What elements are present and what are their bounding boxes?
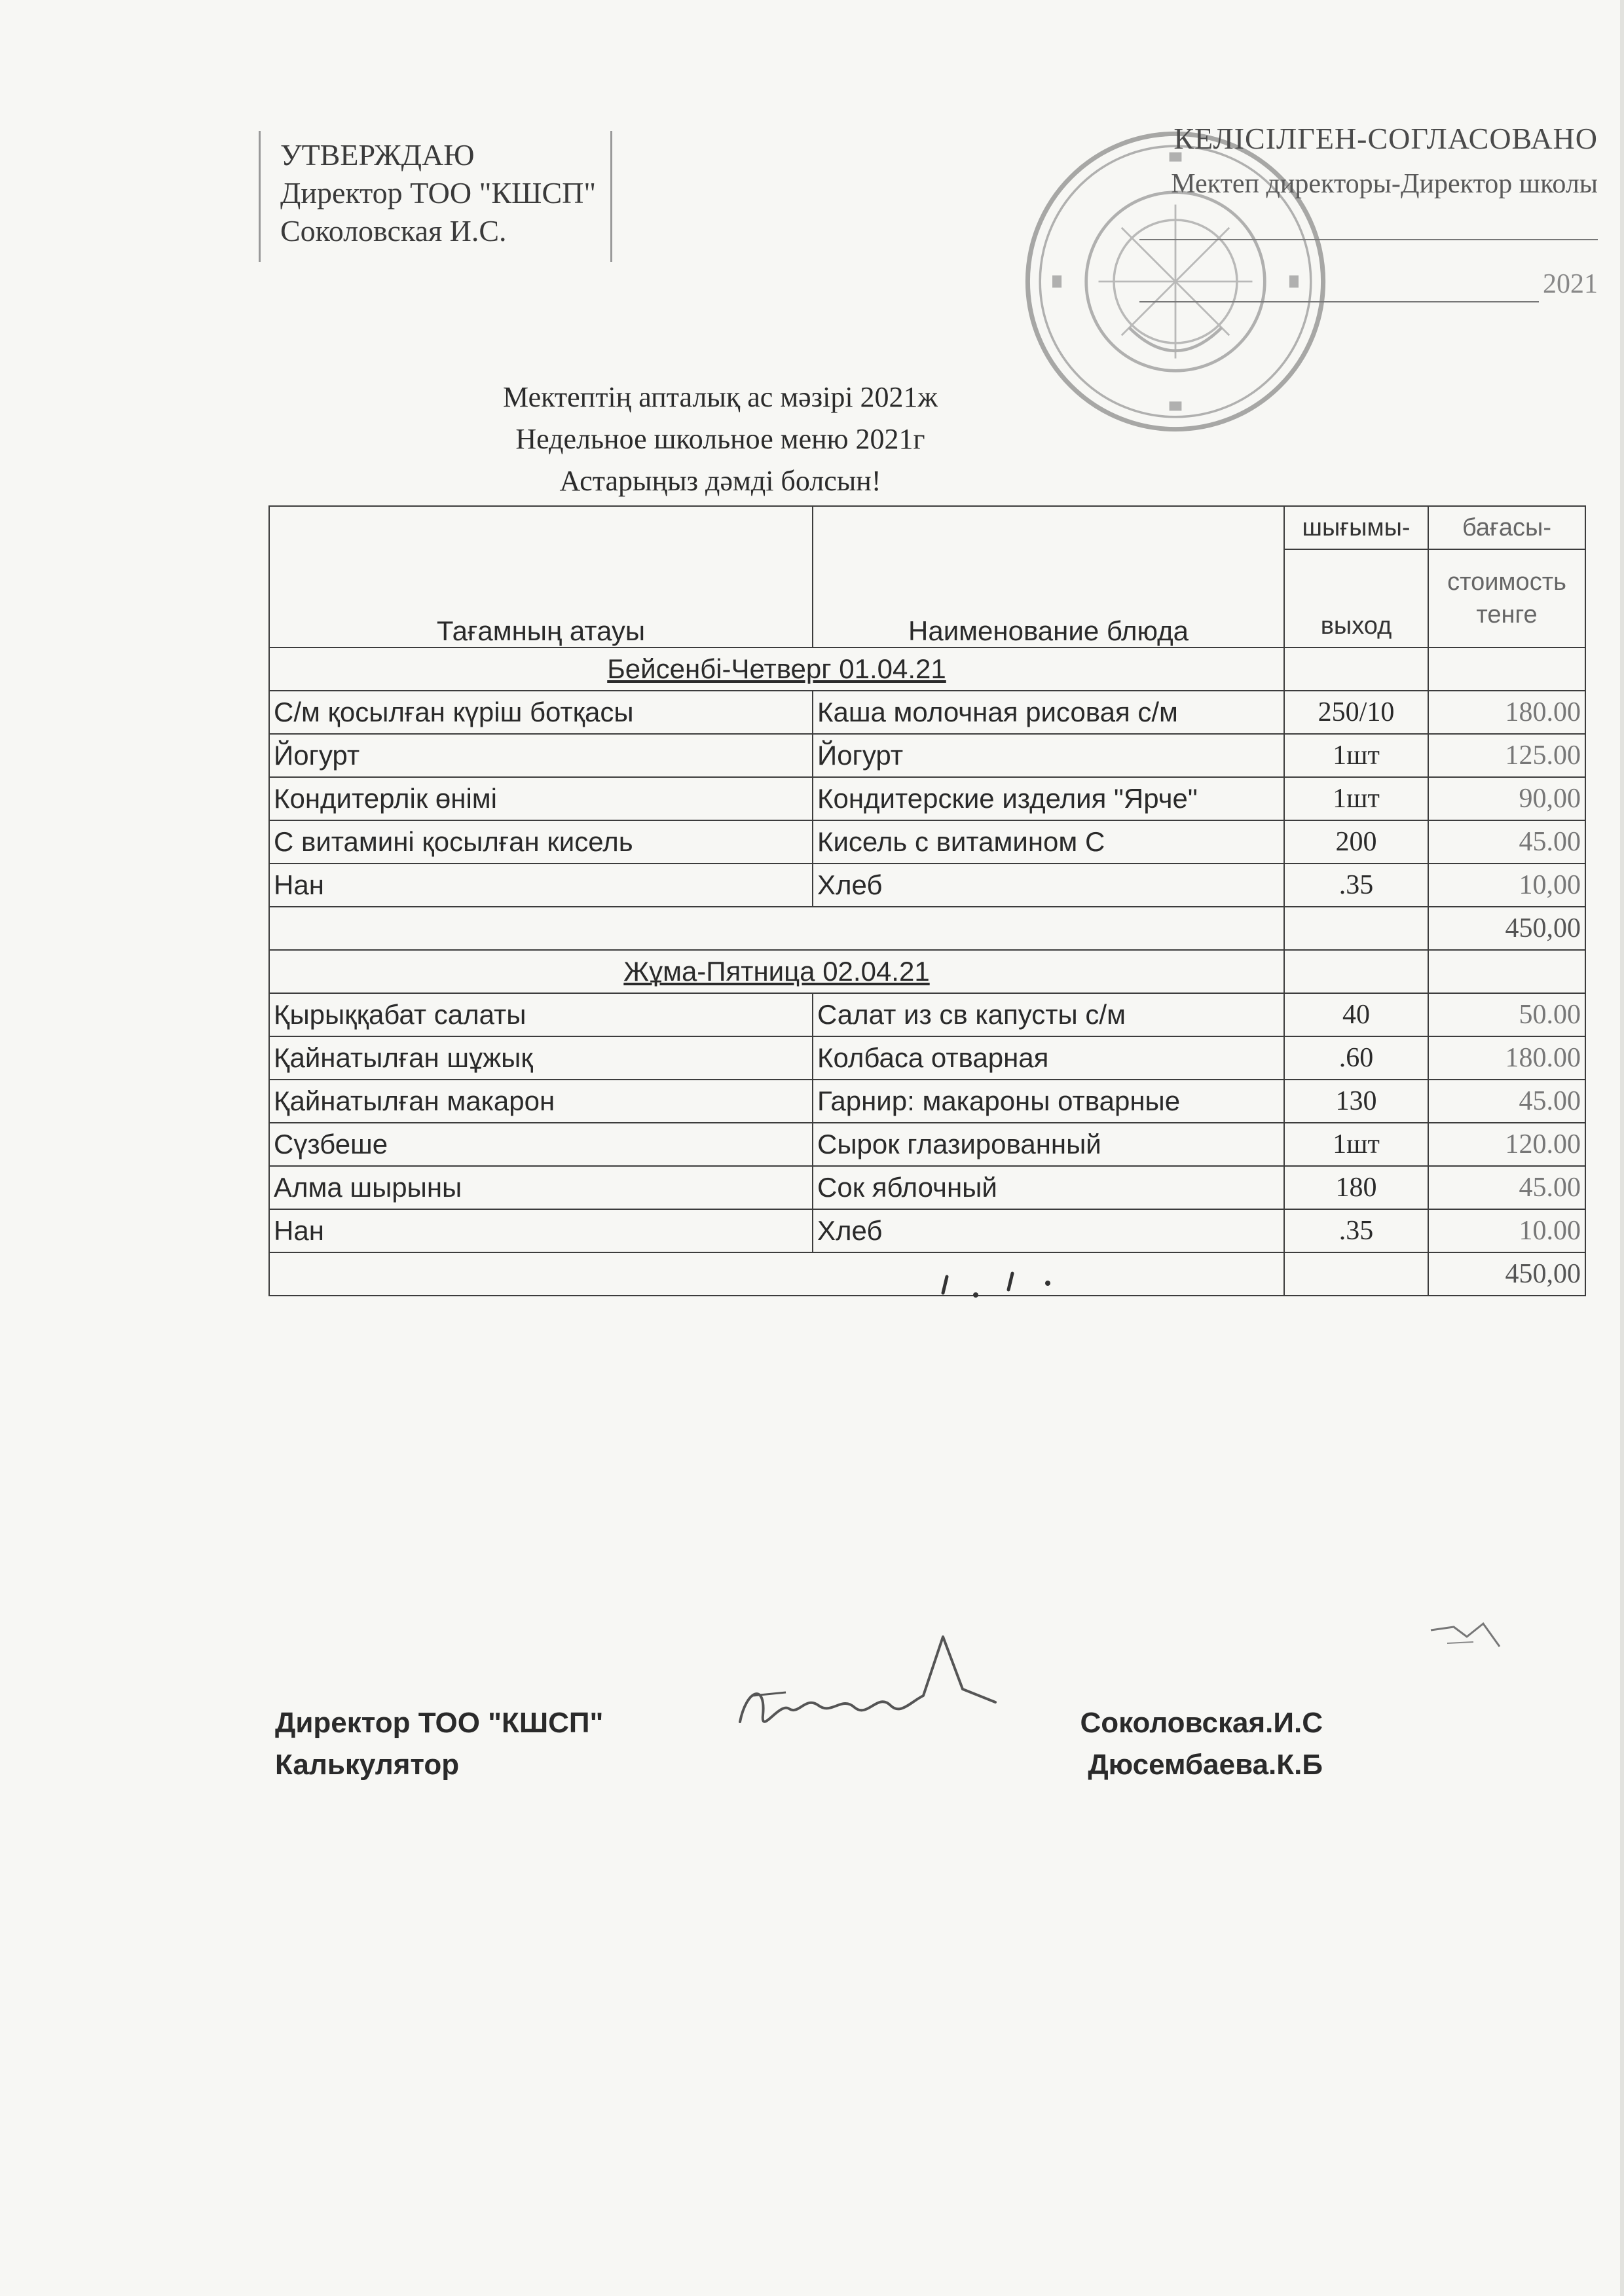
menu-titles — [0, 376, 1624, 502]
dish-price: 90,00 — [1428, 777, 1585, 820]
total-row — [269, 907, 1585, 950]
empty-cell — [269, 907, 1284, 950]
day-title: Бейсенбі-Четверг 01.04.21 — [269, 647, 1284, 691]
day-total: 450,00 — [1428, 1252, 1585, 1296]
empty-cell — [1284, 1252, 1428, 1296]
dish-name-kz: Қырыққабат салаты — [269, 993, 813, 1036]
agreed-role: Мектеп директоры-Директор школы — [1171, 169, 1598, 199]
dish-name-kz: Қайнатылған шұжық — [269, 1036, 813, 1080]
header-name-ru: Наименование блюда — [813, 506, 1284, 647]
day-title: Жұма-Пятница 02.04.21 — [269, 950, 1284, 993]
dish-output: 130 — [1284, 1080, 1428, 1123]
handwritten-signature-icon — [727, 1624, 1002, 1748]
dish-name-ru: Гарнир: макароны отварные — [813, 1080, 1284, 1123]
dish-name-ru: Кондитерские изделия "Ярче" — [813, 777, 1284, 820]
dish-name-ru: Салат из св капусты с/м — [813, 993, 1284, 1036]
agreed-title: КЕЛІСІЛГЕН-СОГЛАСОВАНО — [1173, 122, 1598, 155]
header-output-kz: шығымы- — [1284, 506, 1428, 549]
menu-table — [268, 505, 1586, 1296]
dish-output: 40 — [1284, 993, 1428, 1036]
dish-price: 180.00 — [1428, 691, 1585, 734]
day-row — [269, 950, 1585, 993]
table-row — [269, 993, 1585, 1036]
dish-price: 125.00 — [1428, 734, 1585, 777]
corner-mark — [1428, 1617, 1506, 1656]
dish-price: 50.00 — [1428, 993, 1585, 1036]
dish-name-ru: Хлеб — [813, 864, 1284, 907]
dish-name-kz: Нан — [269, 1209, 813, 1252]
table-row — [269, 1080, 1585, 1123]
approval-person: Соколовская И.С. — [280, 214, 507, 247]
agreed-date-line — [1139, 301, 1539, 302]
dish-name-ru: Хлеб — [813, 1209, 1284, 1252]
agreed-date-year: 2021 — [1543, 269, 1598, 299]
signer-role-calculator: Калькулятор — [275, 1749, 460, 1781]
table-row — [269, 1036, 1585, 1080]
dish-name-kz: С витамині қосылған кисель — [269, 820, 813, 864]
signer-name-calculator: Дюсембаева.К.Б — [1088, 1749, 1323, 1781]
table-row — [269, 777, 1585, 820]
header-row-top — [269, 506, 1585, 549]
title-wish: Астарыңыз дәмді болсын! — [559, 465, 881, 497]
empty-cell — [1428, 950, 1585, 993]
dish-name-ru: Каша молочная рисовая с/м — [813, 691, 1284, 734]
dish-output: 250/10 — [1284, 691, 1428, 734]
approval-block — [259, 131, 612, 262]
dish-name-ru: Йогурт — [813, 734, 1284, 777]
dish-output: .60 — [1284, 1036, 1428, 1080]
agreed-signature-line — [1139, 239, 1598, 240]
dish-price: 45.00 — [1428, 1166, 1585, 1209]
dish-name-kz: С/м қосылған күріш ботқасы — [269, 691, 813, 734]
dish-output: 180 — [1284, 1166, 1428, 1209]
table-row — [269, 820, 1585, 864]
dish-price: 120.00 — [1428, 1123, 1585, 1166]
dish-price: 45.00 — [1428, 820, 1585, 864]
dish-name-kz: Нан — [269, 864, 813, 907]
table-row — [269, 864, 1585, 907]
header-name-kz: Тағамның атауы — [269, 506, 813, 647]
dish-price: 10,00 — [1428, 864, 1585, 907]
stray-marks — [930, 1264, 1061, 1303]
header-output-ru: выход — [1284, 549, 1428, 647]
dish-output: 1шт — [1284, 777, 1428, 820]
dish-name-kz: Қайнатылған макарон — [269, 1080, 813, 1123]
table-row — [269, 1209, 1585, 1252]
day-total: 450,00 — [1428, 907, 1585, 950]
dish-output: 200 — [1284, 820, 1428, 864]
dish-name-ru: Сырок глазированный — [813, 1123, 1284, 1166]
empty-cell — [1284, 950, 1428, 993]
approval-heading: УТВЕРЖДАЮ — [280, 138, 475, 172]
table-row — [269, 734, 1585, 777]
title-russian: Недельное школьное меню 2021г — [515, 423, 925, 455]
dish-name-kz: Алма шырыны — [269, 1166, 813, 1209]
approval-position: Директор ТОО "КШСП" — [280, 176, 597, 210]
dish-output: 1шт — [1284, 734, 1428, 777]
dish-name-ru: Колбаса отварная — [813, 1036, 1284, 1080]
header-price-kz: бағасы- — [1428, 506, 1585, 549]
dish-output: .35 — [1284, 864, 1428, 907]
dish-name-kz: Кондитерлік өнімі — [269, 777, 813, 820]
total-row — [269, 1252, 1585, 1296]
title-kazakh: Мектептің апталық ас мәзірі 2021ж — [503, 381, 938, 413]
dish-name-ru: Кисель с витамином С — [813, 820, 1284, 864]
dish-price: 10.00 — [1428, 1209, 1585, 1252]
empty-cell — [1428, 647, 1585, 691]
dish-output: 1шт — [1284, 1123, 1428, 1166]
day-row — [269, 647, 1585, 691]
empty-cell — [1284, 647, 1428, 691]
table-row — [269, 691, 1585, 734]
dish-output: .35 — [1284, 1209, 1428, 1252]
empty-cell — [269, 1252, 1284, 1296]
dish-price: 45.00 — [1428, 1080, 1585, 1123]
signer-name-director: Соколовская.И.С — [1080, 1707, 1323, 1739]
table-row — [269, 1123, 1585, 1166]
empty-cell — [1284, 907, 1428, 950]
dish-name-kz: Йогурт — [269, 734, 813, 777]
dish-name-ru: Сок яблочный — [813, 1166, 1284, 1209]
dish-name-kz: Сүзбеше — [269, 1123, 813, 1166]
header-price-ru: стоимость тенге — [1428, 549, 1585, 647]
dish-price: 180.00 — [1428, 1036, 1585, 1080]
table-row — [269, 1166, 1585, 1209]
agreed-block — [1035, 121, 1598, 311]
signer-role-director: Директор ТОО "КШСП" — [275, 1707, 604, 1739]
page-edge — [1620, 0, 1624, 2296]
